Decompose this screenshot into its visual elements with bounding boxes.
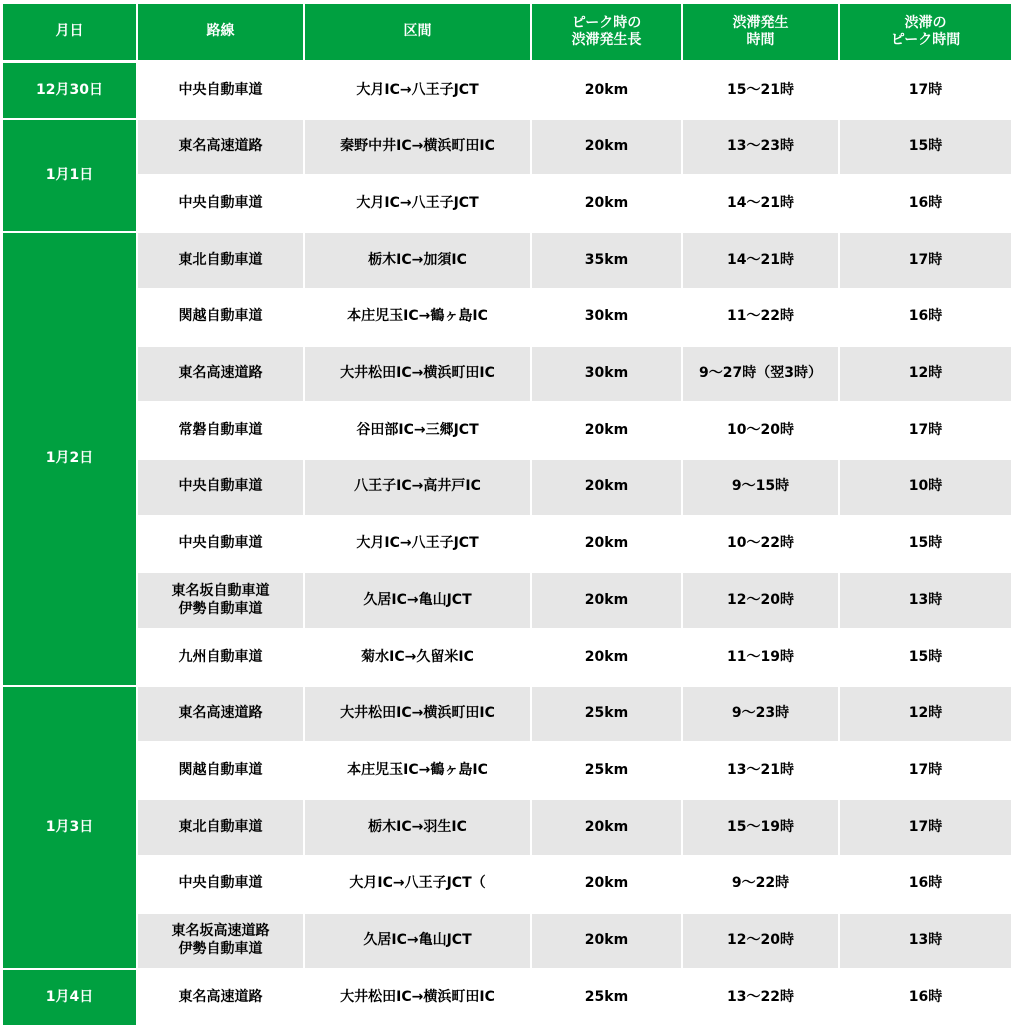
section-cell: 大月IC→八王子JCT <box>305 176 530 231</box>
section-cell: 大月IC→八王子JCT（ <box>305 857 530 912</box>
length-cell: 35km <box>532 233 681 288</box>
peak-cell: 15時 <box>840 630 1011 685</box>
header-peak-length: ピーク時の 渋滞発生長 <box>532 4 681 60</box>
route-cell: 中央自動車道 <box>138 460 303 515</box>
route-cell: 常磐自動車道 <box>138 403 303 458</box>
section-cell: 菊水IC→久留米IC <box>305 630 530 685</box>
peak-cell: 13時 <box>840 914 1011 969</box>
length-cell: 30km <box>532 290 681 345</box>
date-cell: 1月1日 <box>3 120 136 231</box>
time-cell: 11～22時 <box>683 290 838 345</box>
date-cell: 1月4日 <box>3 970 136 1025</box>
length-cell: 20km <box>532 857 681 912</box>
length-cell: 20km <box>532 630 681 685</box>
header-route: 路線 <box>138 4 303 60</box>
length-cell: 30km <box>532 347 681 402</box>
time-cell: 12～20時 <box>683 914 838 969</box>
peak-cell: 13時 <box>840 573 1011 628</box>
peak-cell: 15時 <box>840 517 1011 572</box>
route-cell: 中央自動車道 <box>138 517 303 572</box>
section-cell: 大月IC→八王子JCT <box>305 517 530 572</box>
time-cell: 13～23時 <box>683 120 838 175</box>
peak-cell: 12時 <box>840 687 1011 742</box>
peak-cell: 10時 <box>840 460 1011 515</box>
peak-cell: 17時 <box>840 233 1011 288</box>
section-cell: 大井松田IC→横浜町田IC <box>305 970 530 1025</box>
route-cell: 九州自動車道 <box>138 630 303 685</box>
peak-cell: 17時 <box>840 403 1011 458</box>
length-cell: 20km <box>532 176 681 231</box>
time-cell: 11～19時 <box>683 630 838 685</box>
length-cell: 20km <box>532 914 681 969</box>
header-date: 月日 <box>3 4 136 60</box>
peak-cell: 15時 <box>840 120 1011 175</box>
length-cell: 25km <box>532 970 681 1025</box>
peak-cell: 17時 <box>840 63 1011 118</box>
section-cell: 本庄児玉IC→鶴ヶ島IC <box>305 743 530 798</box>
time-cell: 10～20時 <box>683 403 838 458</box>
route-cell: 東名坂自動車道 伊勢自動車道 <box>138 573 303 628</box>
header-duration: 渋滞発生 時間 <box>683 4 838 60</box>
date-cell: 1月2日 <box>3 233 136 685</box>
section-cell: 秦野中井IC→横浜町田IC <box>305 120 530 175</box>
route-cell: 東北自動車道 <box>138 233 303 288</box>
length-cell: 20km <box>532 120 681 175</box>
section-cell: 栃木IC→羽生IC <box>305 800 530 855</box>
route-cell: 中央自動車道 <box>138 63 303 118</box>
time-cell: 15～19時 <box>683 800 838 855</box>
length-cell: 25km <box>532 743 681 798</box>
section-cell: 久居IC→亀山JCT <box>305 914 530 969</box>
peak-cell: 16時 <box>840 970 1011 1025</box>
route-cell: 関越自動車道 <box>138 290 303 345</box>
peak-cell: 17時 <box>840 743 1011 798</box>
time-cell: 9～15時 <box>683 460 838 515</box>
peak-cell: 16時 <box>840 176 1011 231</box>
route-cell: 東名高速道路 <box>138 120 303 175</box>
route-cell: 東名坂高速道路 伊勢自動車道 <box>138 914 303 969</box>
length-cell: 20km <box>532 63 681 118</box>
peak-cell: 16時 <box>840 857 1011 912</box>
time-cell: 14～21時 <box>683 233 838 288</box>
route-cell: 関越自動車道 <box>138 743 303 798</box>
time-cell: 9～27時（翌3時） <box>683 347 838 402</box>
time-cell: 9～22時 <box>683 857 838 912</box>
section-cell: 大月IC→八王子JCT <box>305 63 530 118</box>
section-cell: 谷田部IC→三郷JCT <box>305 403 530 458</box>
route-cell: 東名高速道路 <box>138 687 303 742</box>
section-cell: 八王子IC→高井戸IC <box>305 460 530 515</box>
time-cell: 13～21時 <box>683 743 838 798</box>
time-cell: 10～22時 <box>683 517 838 572</box>
length-cell: 25km <box>532 687 681 742</box>
route-cell: 中央自動車道 <box>138 176 303 231</box>
length-cell: 20km <box>532 800 681 855</box>
length-cell: 20km <box>532 517 681 572</box>
route-cell: 東名高速道路 <box>138 347 303 402</box>
time-cell: 14～21時 <box>683 176 838 231</box>
length-cell: 20km <box>532 460 681 515</box>
peak-cell: 17時 <box>840 800 1011 855</box>
time-cell: 9～23時 <box>683 687 838 742</box>
section-cell: 久居IC→亀山JCT <box>305 573 530 628</box>
route-cell: 中央自動車道 <box>138 857 303 912</box>
section-cell: 大井松田IC→横浜町田IC <box>305 687 530 742</box>
length-cell: 20km <box>532 573 681 628</box>
time-cell: 13～22時 <box>683 970 838 1025</box>
time-cell: 15～21時 <box>683 63 838 118</box>
section-cell: 大井松田IC→横浜町田IC <box>305 347 530 402</box>
route-cell: 東北自動車道 <box>138 800 303 855</box>
length-cell: 20km <box>532 403 681 458</box>
section-cell: 本庄児玉IC→鶴ヶ島IC <box>305 290 530 345</box>
section-cell: 栃木IC→加須IC <box>305 233 530 288</box>
time-cell: 12～20時 <box>683 573 838 628</box>
peak-cell: 12時 <box>840 347 1011 402</box>
header-peak-time: 渋滞の ピーク時間 <box>840 4 1011 60</box>
date-cell: 1月3日 <box>3 687 136 969</box>
date-cell: 12月30日 <box>3 63 136 118</box>
peak-cell: 16時 <box>840 290 1011 345</box>
header-section: 区間 <box>305 4 530 60</box>
route-cell: 東名高速道路 <box>138 970 303 1025</box>
